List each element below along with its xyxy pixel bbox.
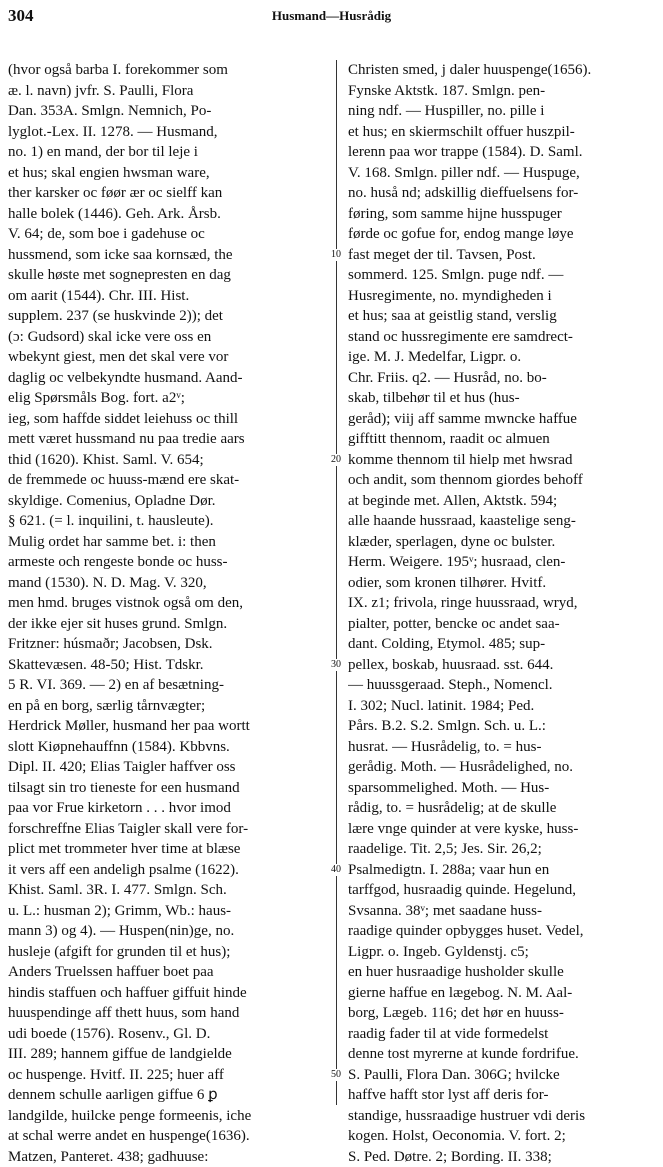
text-line: Herm. Weigere. 195ᵛ; husraad, clen-	[348, 552, 656, 573]
text-line: skyldige. Comenius, Opladne Dør.	[8, 491, 326, 512]
text-line: huuspendinge aff thett huus, som hand	[8, 1003, 326, 1024]
text-line: dant. Colding, Etymol. 485; sup-	[348, 634, 656, 655]
text-line: hussmend, som icke saa kornsæd, the	[8, 245, 326, 266]
text-line: — huussgeraad. Steph., Nomencl.	[348, 675, 656, 696]
text-line: mann 3) og 4). — Huspen(nin)ge, no.	[8, 921, 326, 942]
text-line: IX. z1; frivola, ringe huussraad, wryd,	[348, 593, 656, 614]
text-line: ning ndf. — Huspiller, no. pille i	[348, 101, 656, 122]
text-line: (hvor også barba I. forekommer som	[8, 60, 326, 81]
text-line: tarffgod, husraadig quinde. Hegelund,	[348, 880, 656, 901]
text-line: wbekynt giest, men det skal vere vor	[8, 347, 326, 368]
text-line: u. L.: husman 2); Grimm, Wb.: haus-	[8, 901, 326, 922]
text-line: fast meget der til. Tavsen, Post.	[348, 245, 656, 266]
text-line: føring, som samme hijne husspuger	[348, 204, 656, 225]
text-line: men hmd. bruges vistnok også om den,	[8, 593, 326, 614]
line-number: 40	[327, 864, 345, 876]
text-line: klæder, sperlagen, dyne oc bulster.	[348, 532, 656, 553]
text-line: gerådig. Moth. — Husrådelighed, no.	[348, 757, 656, 778]
text-line: lerenn paa wor trappe (1584). D. Saml.	[348, 142, 656, 163]
text-line: hindis staffuen och haffuer giffuit hinde	[8, 983, 326, 1004]
text-line: 5 R. VI. 369. — 2) en af besætning-	[8, 675, 326, 696]
text-line: raadelige. Tit. 2,5; Jes. Sir. 26,2;	[348, 839, 656, 860]
text-line: en på en borg, særlig tårnvægter;	[8, 696, 326, 717]
text-line: mett været hussmand nu paa tredie aars	[8, 429, 326, 450]
text-line: Skattevæsen. 48-50; Hist. Tdskr.	[8, 655, 326, 676]
left-column	[8, 60, 326, 1167]
text-line: der ikke ejer sit huses grund. Smlgn.	[8, 614, 326, 635]
text-line: om aarit (1544). Chr. III. Hist.	[8, 286, 326, 307]
text-line: thid (1620). Khist. Saml. V. 654;	[8, 450, 326, 471]
column-divider	[336, 60, 337, 1105]
text-line: Mulig ordet har samme bet. i: then	[8, 532, 326, 553]
text-line: § 621. (= l. inquilini, t. hausleute).	[8, 511, 326, 532]
text-line: Svsanna. 38ᵛ; met saadane huss-	[348, 901, 656, 922]
text-line: husleje (afgift for grunden til et hus);	[8, 942, 326, 963]
text-line: odier, som kronen tilhører. Hvitf.	[348, 573, 656, 594]
text-line: en huer husraadige husholder skulle	[348, 962, 656, 983]
page-number: 304	[8, 6, 34, 26]
text-line: elig Spørsmåls Bog. fort. a2ᵛ;	[8, 388, 326, 409]
text-line: de fremmede oc huuss-mænd ere skat-	[8, 470, 326, 491]
text-line: udi boede (1576). Rosenv., Gl. D.	[8, 1024, 326, 1045]
text-line: ther karsker oc føør ær oc sielff kan	[8, 183, 326, 204]
text-line: at schal werre andet en huspenge(1636).	[8, 1126, 326, 1147]
text-line: och andit, som thennom giordes behoff	[348, 470, 656, 491]
text-line: armeste och rengeste bonde oc huss-	[8, 552, 326, 573]
text-line: V. 168. Smlgn. piller ndf. — Huspuge,	[348, 163, 656, 184]
text-line: Anders Truelssen haffuer boet paa	[8, 962, 326, 983]
text-line: komme thennom til hielp met hwsrad	[348, 450, 656, 471]
text-line: Ligpr. o. Ingeb. Gyldenstj. c5;	[348, 942, 656, 963]
text-line: lyglot.-Lex. II. 1278. — Husmand,	[8, 122, 326, 143]
text-line: slott Kiøpnehauffnn (1584). Kbbvns.	[8, 737, 326, 758]
text-line: geråd); viij aff samme mwncke haffue	[348, 409, 656, 430]
text-line: Matzen, Panteret. 438; gadhuuse:	[8, 1147, 326, 1167]
text-line: gierne haffue en lægebog. N. M. Aal-	[348, 983, 656, 1004]
text-line: førde oc gofue for, endog mange løye	[348, 224, 656, 245]
text-line: Christen smed, j daler huuspenge(1656).	[348, 60, 656, 81]
text-line: pellex, boskab, huusraad. sst. 644.	[348, 655, 656, 676]
text-line: skulle høste met sognepresten en dag	[8, 265, 326, 286]
text-line: it vers aff een andeligh psalme (1622).	[8, 860, 326, 881]
line-number: 30	[327, 659, 345, 671]
line-number: 10	[327, 249, 345, 261]
text-line: S. Ped. Døtre. 2; Bording. II. 338;	[348, 1147, 656, 1167]
text-line: paa vor Frue kirketorn . . . hvor imod	[8, 798, 326, 819]
text-line: sparsommelighed. Moth. — Hus-	[348, 778, 656, 799]
text-line: Husregimente, no. myndigheden i	[348, 286, 656, 307]
text-line: halle bolek (1446). Geh. Ark. Årsb.	[8, 204, 326, 225]
text-line: raadig fader til at vide formedelst	[348, 1024, 656, 1045]
text-line: daglig oc velbekyndte husmand. Aand-	[8, 368, 326, 389]
text-line: III. 289; hannem giffue de landgielde	[8, 1044, 326, 1065]
text-line: standige, hussraadige hustruer vdi deris	[348, 1106, 656, 1127]
text-line: raadige quinder opbygges huset. Vedel,	[348, 921, 656, 942]
line-number: 20	[327, 454, 345, 466]
text-line: haffve hafft stor lyst aff deris for-	[348, 1085, 656, 1106]
text-line: skab, tilbehør til et hus (hus-	[348, 388, 656, 409]
text-line: Fritzner: húsmaðr; Jacobsen, Dsk.	[8, 634, 326, 655]
text-line: forschreffne Elias Taigler skall vere for-	[8, 819, 326, 840]
text-line: kogen. Holst, Oeconomia. V. fort. 2;	[348, 1126, 656, 1147]
text-line: ige. M. J. Medelfar, Ligpr. o.	[348, 347, 656, 368]
text-line: Psalmedigtn. I. 288a; vaar hun en	[348, 860, 656, 881]
text-line: ieg, som haffde siddet leiehuss oc thill	[8, 409, 326, 430]
text-line: denne tost myrerne at kunde fordrifue.	[348, 1044, 656, 1065]
text-line: mand (1530). N. D. Mag. V. 320,	[8, 573, 326, 594]
text-line: Khist. Saml. 3R. I. 477. Smlgn. Sch.	[8, 880, 326, 901]
text-line: borg, Lægeb. 116; det hør en huuss-	[348, 1003, 656, 1024]
text-line: oc huspenge. Hvitf. II. 225; huer aff	[8, 1065, 326, 1086]
page-header	[0, 0, 663, 34]
text-line: alle haande hussraad, kaastelige seng-	[348, 511, 656, 532]
text-line: pialter, potter, bencke oc andet saa-	[348, 614, 656, 635]
text-line: Pårs. B.2. S.2. Smlgn. Sch. u. L.:	[348, 716, 656, 737]
text-line: supplem. 237 (se huskvinde 2)); det	[8, 306, 326, 327]
text-line: no. 1) en mand, der bor til leje i	[8, 142, 326, 163]
text-line: et hus; en skiermschilt offuer huszpil-	[348, 122, 656, 143]
text-line: V. 64; de, som boe i gadehuse oc	[8, 224, 326, 245]
text-line: rådig, to. = husrådelig; at de skulle	[348, 798, 656, 819]
text-line: stand oc hussregimente ere samdrect-	[348, 327, 656, 348]
text-line: gifftitt thennom, raadit oc almuen	[348, 429, 656, 450]
running-head: Husmand—Husrådig	[0, 8, 663, 24]
text-line: dennem schulle aarligen giffue 6 ꝑ	[8, 1085, 326, 1106]
text-line: lære vnge quinder at vere kyske, huss-	[348, 819, 656, 840]
text-line: (ɔ: Gudsord) skal icke vere oss en	[8, 327, 326, 348]
text-line: S. Paulli, Flora Dan. 306G; hvilcke	[348, 1065, 656, 1086]
text-line: Dipl. II. 420; Elias Taigler haffver oss	[8, 757, 326, 778]
text-line: at beginde met. Allen, Aktstk. 594;	[348, 491, 656, 512]
text-line: tilsagt sin tro tieneste for een husmand	[8, 778, 326, 799]
text-line: landgilde, huilcke penge formeenis, iche	[8, 1106, 326, 1127]
text-line: æ. l. navn) jvfr. S. Paulli, Flora	[8, 81, 326, 102]
right-column	[348, 60, 656, 1167]
text-line: et hus; skal engien hwsman ware,	[8, 163, 326, 184]
text-line: plict met trommeter hver time at blæse	[8, 839, 326, 860]
line-number: 50	[327, 1069, 345, 1081]
text-line: Herdrick Møller, husmand her paa wortt	[8, 716, 326, 737]
text-line: husrat. — Husrådelig, to. = hus-	[348, 737, 656, 758]
text-line: Fynske Aktstk. 187. Smlgn. pen-	[348, 81, 656, 102]
text-line: Dan. 353A. Smlgn. Nemnich, Po-	[8, 101, 326, 122]
text-line: I. 302; Nucl. latinit. 1984; Ped.	[348, 696, 656, 717]
text-line: sommerd. 125. Smlgn. puge ndf. —	[348, 265, 656, 286]
text-line: et hus; saa at geistlig stand, verslig	[348, 306, 656, 327]
text-line: Chr. Friis. q2. — Husråd, no. bo-	[348, 368, 656, 389]
text-line: no. huså nd; adskillig dieffuelsens for-	[348, 183, 656, 204]
